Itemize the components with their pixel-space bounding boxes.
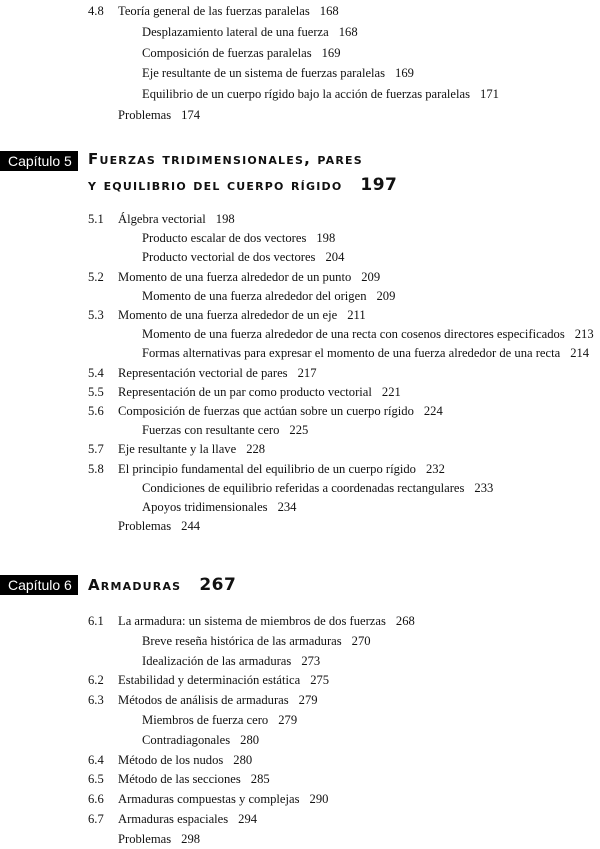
entry-title: Equilibrio de un cuerpo rígido bajo la acción de fuerzas paralelas xyxy=(142,87,471,102)
entry-title: Representación de un par como producto vectorial xyxy=(118,384,372,399)
entry-title: Idealización de las armaduras xyxy=(142,653,292,668)
toc-entry xyxy=(88,614,415,629)
page-number: 214 xyxy=(570,346,590,361)
page-number: 280 xyxy=(233,752,253,767)
section-number: 6.4 xyxy=(88,752,104,767)
chapter-6-title-wrap xyxy=(88,575,236,595)
entry-title: Eje resultante de un sistema de fuerzas paralelas xyxy=(142,66,386,81)
entry-title: Momento de una fuerza alrededor de un punto xyxy=(118,269,352,284)
entry-title: Apoyos tridimensionales xyxy=(142,500,268,514)
page-number: 171 xyxy=(480,87,499,102)
page-number: 290 xyxy=(309,792,329,807)
page-number: 234 xyxy=(277,500,297,514)
toc-entry xyxy=(142,733,259,748)
toc-entry xyxy=(142,46,341,61)
section-number: 5.6 xyxy=(88,404,104,418)
entry-title: Composición de fuerzas paralelas xyxy=(142,45,312,60)
page-number: 174 xyxy=(181,108,201,122)
page-number: 168 xyxy=(338,24,358,39)
toc-entry xyxy=(88,442,266,457)
entry-title: Problemas xyxy=(118,831,172,846)
entry-title: Método de los nudos xyxy=(118,752,224,767)
section-number: 5.5 xyxy=(88,384,104,399)
page-number: 273 xyxy=(301,653,321,668)
chapter-5-label: Capítulo 5 xyxy=(0,151,78,171)
section-number: 6.6 xyxy=(88,792,104,807)
toc-entry xyxy=(142,423,308,438)
entry-title: Momento de una fuerza alrededor de un eje xyxy=(118,308,338,322)
entry-title: Contradiagonales xyxy=(142,732,231,747)
page-number: 204 xyxy=(325,250,345,265)
entry-title: Métodos de análisis de armaduras xyxy=(118,693,289,708)
entry-title: Desplazamiento lateral de una fuerza xyxy=(142,24,329,39)
chapter-5-title-line2: y equilibrio del cuerpo rígido xyxy=(88,176,343,194)
entry-title: Formas alternativas para expresar el momento de una fuerza alrededor de una recta xyxy=(142,346,561,361)
entry-title: Problemas xyxy=(118,108,172,122)
toc-entry xyxy=(142,289,395,304)
chapter-5-title-line1: Fuerzas tridimensionales, pares xyxy=(88,150,363,168)
section-number: 5.4 xyxy=(88,365,104,380)
page-number: 198 xyxy=(316,231,336,246)
toc-entry xyxy=(88,673,330,688)
page-number: 232 xyxy=(425,461,445,476)
page-number: 270 xyxy=(351,633,371,648)
chapter-6-title: Armaduras xyxy=(88,576,182,594)
entry-title: Composición de fuerzas que actúan sobre un cuerpo rígido xyxy=(118,404,414,418)
toc-entry xyxy=(88,772,270,787)
toc-entry xyxy=(142,87,499,102)
entry-title: Breve reseña histórica de las armaduras xyxy=(142,633,342,648)
entry-title: Armaduras espaciales xyxy=(118,812,229,826)
section-number: 5.3 xyxy=(88,308,104,322)
page-number: 225 xyxy=(289,423,309,438)
toc-entry xyxy=(142,346,589,361)
entry-title: Producto vectorial de dos vectores xyxy=(142,250,316,265)
toc-entry xyxy=(88,4,339,19)
toc-entry xyxy=(142,654,320,669)
toc-entry xyxy=(88,461,445,477)
page-number: 209 xyxy=(361,269,381,284)
entry-title: La armadura: un sistema de miembros de dos fuerzas xyxy=(118,614,386,628)
page-number: 294 xyxy=(238,812,258,826)
toc-entry xyxy=(88,812,258,827)
page-number: 275 xyxy=(310,673,330,688)
page-number: 217 xyxy=(297,365,317,380)
page-number: 169 xyxy=(321,45,341,60)
toc-entry xyxy=(88,752,253,768)
section-number: 5.8 xyxy=(88,461,104,476)
entry-title: Condiciones de equilibrio referidas a coordenadas rectangulares xyxy=(142,480,465,495)
page-number: 211 xyxy=(347,308,366,322)
section-number: 5.7 xyxy=(88,442,104,457)
page-number: 169 xyxy=(395,66,414,81)
page-number: 168 xyxy=(319,4,339,18)
section-number: 6.5 xyxy=(88,772,104,787)
toc-entry xyxy=(142,327,594,342)
toc-entry xyxy=(88,308,366,323)
section-number: 6.1 xyxy=(88,614,104,628)
entry-title: Momento de una fuerza alrededor de una recta con cosenos directores especificados xyxy=(142,327,565,342)
toc-entry xyxy=(142,25,358,40)
section-number: 5.2 xyxy=(88,269,104,284)
page-number: 244 xyxy=(181,519,201,534)
toc-entry xyxy=(88,269,381,285)
toc-entry xyxy=(88,404,443,419)
page-number: 213 xyxy=(574,327,594,342)
entry-title: Producto escalar de dos vectores xyxy=(142,231,307,246)
toc-entry xyxy=(118,519,200,534)
page-number: 298 xyxy=(181,831,201,846)
toc-entry xyxy=(142,250,344,265)
entry-title: Momento de una fuerza alrededor del origen xyxy=(142,288,367,303)
entry-title: Teoría general de las fuerzas paralelas xyxy=(118,4,310,18)
section-number: 6.7 xyxy=(88,812,104,826)
toc-entry xyxy=(118,108,200,123)
section-number: 6.2 xyxy=(88,673,104,688)
toc-entry xyxy=(88,365,317,381)
entry-title: El principio fundamental del equilibrio de un cuerpo rígido xyxy=(118,461,416,476)
page-number: 228 xyxy=(246,442,266,457)
toc-entry xyxy=(88,792,329,807)
page-number: 198 xyxy=(215,212,235,226)
toc-entry xyxy=(142,481,493,496)
chapter-6-page: 267 xyxy=(199,575,237,595)
page-number: 280 xyxy=(240,732,260,747)
entry-title: Método de las secciones xyxy=(118,772,241,787)
entry-title: Problemas xyxy=(118,519,172,534)
page-number: 268 xyxy=(395,614,415,628)
page-number: 285 xyxy=(250,772,270,787)
entry-title: Armaduras compuestas y complejas xyxy=(118,792,300,807)
entry-title: Miembros de fuerza cero xyxy=(142,713,269,727)
chapter-5-page: 197 xyxy=(360,175,398,195)
page-number: 233 xyxy=(474,480,494,495)
toc-entry xyxy=(142,713,297,728)
chapter-5-title-line2-wrap xyxy=(88,175,397,195)
toc-entry xyxy=(142,231,335,246)
entry-title: Fuerzas con resultante cero xyxy=(142,423,280,438)
toc-entry xyxy=(142,500,296,515)
page-number: 224 xyxy=(423,404,443,418)
toc-entry xyxy=(88,384,401,400)
toc-entry xyxy=(142,634,371,649)
entry-title: Eje resultante y la llave xyxy=(118,442,237,457)
entry-title: Estabilidad y determinación estática xyxy=(118,673,301,688)
page-number: 279 xyxy=(298,693,318,708)
page-number: 209 xyxy=(376,288,396,303)
toc-entry xyxy=(118,832,200,847)
toc-entry xyxy=(88,693,318,708)
page-number: 221 xyxy=(381,384,401,399)
entry-title: Representación vectorial de pares xyxy=(118,365,288,380)
entry-title: Álgebra vectorial xyxy=(118,212,206,226)
section-number: 4.8 xyxy=(88,4,104,18)
section-number: 5.1 xyxy=(88,212,104,226)
toc-entry xyxy=(142,66,414,81)
chapter-6-label: Capítulo 6 xyxy=(0,575,78,595)
section-number: 6.3 xyxy=(88,693,104,708)
toc-entry xyxy=(88,212,235,227)
page-number: 279 xyxy=(278,713,298,727)
